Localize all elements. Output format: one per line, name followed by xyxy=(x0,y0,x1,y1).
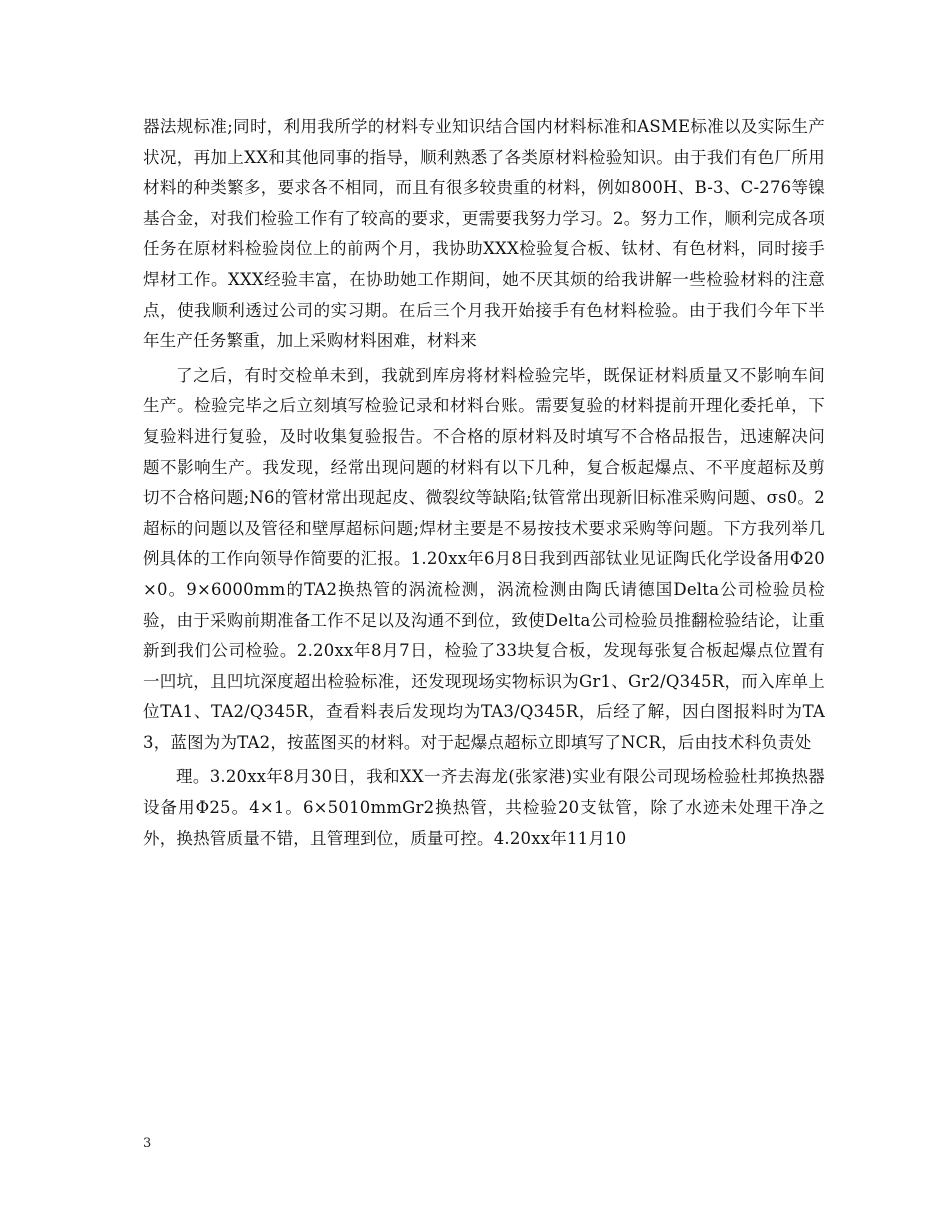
document-body xyxy=(143,112,825,854)
paragraph-2: 了之后，有时交检单未到，我就到库房将材料检验完毕，既保证材料质量又不影响车间生产。检验完毕之后立刻填写检验记录和材料台账。需要复验的材料提前开理化委托单，下复验料进行复验，及时收集复验报告。不合格的原材料及时填写不合格品报告，迅速解决问题不影响生产。我发现，经常出现问题的材料有以下几种，复合板起爆点、不平度超标及剪切不合格问题;N6的管材常出现起皮、微裂纹等缺陷;钛管常出现新旧标准采购问题、σs0。2超标的问题以及管径和壁厚超标问题;焊材主要是不易按技术要求采购等问题。下方我列举几例具体的工作向领导作简要的汇报。1.20xx年6月8日我到西部钛业见证陶氏化学设备用Φ20×0。9×6000mm的TA2换热管的涡流检测，涡流检测由陶氏请德国Delta公司检验员检验，由于采购前期准备工作不足以及沟通不到位，致使Delta公司检验员推翻检验结论，让重新到我们公司检验。2.20xx年8月7日，检验了33块复合板，发现每张复合板起爆点位置有一凹坑，且凹坑深度超出检验标准，还发现现场实物标识为Gr1、Gr2/Q345R，而入库单上位TA1、TA2/Q345R，查看料表后发现均为TA3/Q345R，后经了解，因白图报料时为TA3，蓝图为为TA2，按蓝图买的材料。对于起爆点超标立即填写了NCR，后由技术科负责处 xyxy=(143,365,825,752)
paragraph-1: 器法规标准;同时，利用我所学的材料专业知识结合国内材料标准和ASME标准以及实际生产状况，再加上XX和其他同事的指导，顺利熟悉了各类原材料检验知识。由于我们有色厂所用材料的种类繁多，要求各不相同，而且有很多较贵重的材料，例如800H、B-3、C-276等镍基合金，对我们检验工作有了较高的要求，更需要我努力学习。2。努力工作，顺利完成各项任务在原材料检验岗位上的前两个月，我协助XXX检验复合板、钛材、有色材料，同时接手焊材工作。XXX经验丰富，在协助她工作期间，她不厌其烦的给我讲解一些检验材料的注意点，使我顺利透过公司的实习期。在后三个月我开始接手有色材料检验。由于我们今年下半年生产任务繁重，加上采购材料困难，材料来 xyxy=(143,117,825,351)
paragraph-3: 理。3.20xx年8月30日，我和XX一齐去海龙(张家港)实业有限公司现场检验杜邦换热器设备用Φ25。4×1。6×5010mmGr2换热管，共检验20支钛管，除了水迹未处理干净之外，换热管质量不错，且管理到位，质量可控。4.20xx年11月10 xyxy=(143,767,825,848)
page-number: 3 xyxy=(143,1136,152,1151)
